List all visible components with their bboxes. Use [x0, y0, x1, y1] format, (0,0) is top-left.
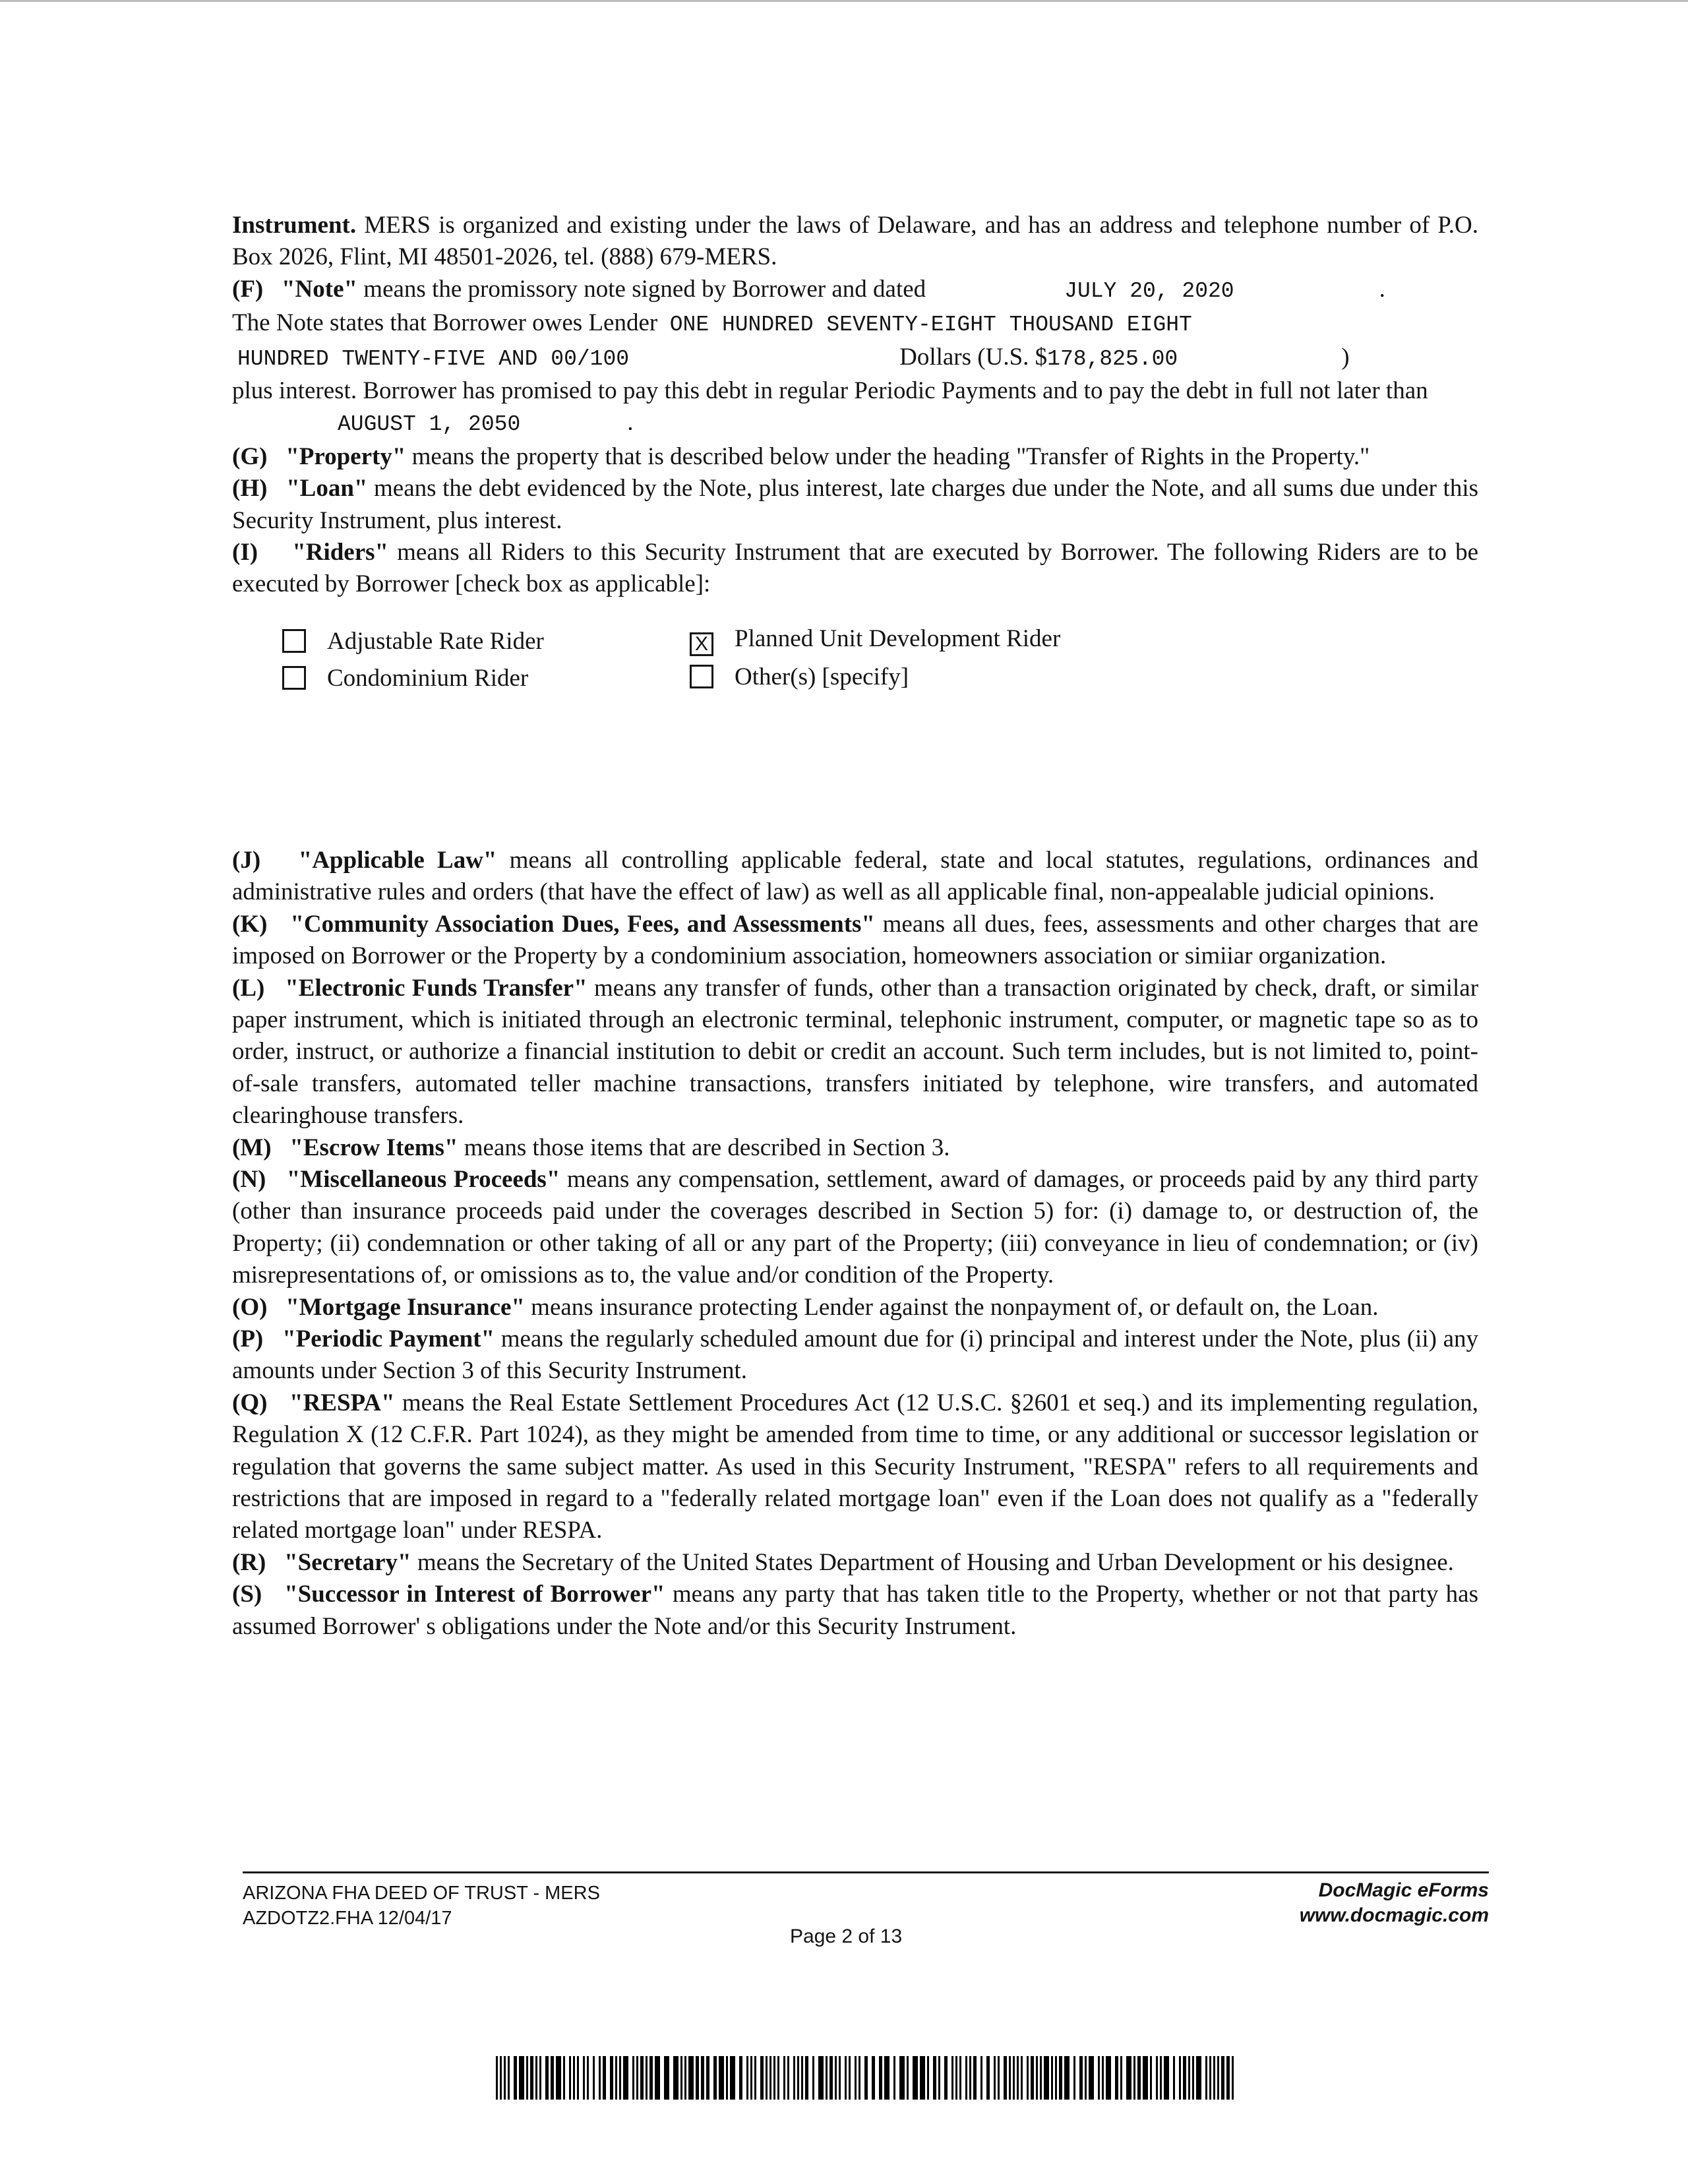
barcode-bar	[688, 2056, 694, 2100]
checkbox[interactable]	[690, 665, 713, 688]
barcode-bar	[1073, 2056, 1075, 2100]
barcode-bar	[1120, 2056, 1122, 2100]
barcode-bar	[955, 2056, 957, 2100]
barcode-bar	[933, 2056, 936, 2100]
form-title: ARIZONA FHA DEED OF TRUST - MERS	[243, 1883, 600, 1904]
barcode-bar	[1205, 2056, 1207, 2100]
barcode-bar	[927, 2056, 929, 2100]
barcode-bar	[1004, 2056, 1007, 2100]
barcode-bar	[1044, 2056, 1049, 2100]
barcode-bar	[859, 2056, 860, 2100]
barcode-bar	[951, 2056, 953, 2100]
barcode-bar	[530, 2056, 533, 2100]
barcode-bar	[701, 2056, 704, 2100]
barcode-bar	[973, 2056, 977, 2100]
barcode-bar	[793, 2056, 795, 2100]
instrument-term: Instrument.	[232, 212, 357, 239]
vendor-name: DocMagic eForms	[1318, 1879, 1489, 1901]
barcode-bar	[998, 2056, 1000, 2100]
barcode-bar	[907, 2056, 909, 2100]
barcode-bar	[826, 2056, 828, 2100]
barcode-bar	[587, 2056, 589, 2100]
definition-misc-proceeds	[232, 1164, 1478, 1292]
barcode-bar	[1143, 2056, 1148, 2100]
barcode-bar	[545, 2056, 549, 2100]
barcode-bar	[496, 2056, 498, 2100]
barcode-bar	[573, 2056, 575, 2100]
section-label: (J)	[232, 846, 261, 874]
barcode-bar	[812, 2056, 814, 2100]
barcode-bar	[1009, 2056, 1011, 2100]
barcode-bar	[500, 2056, 502, 2100]
definition-term: "Community Association Dues, Fees, and Assessments"	[290, 910, 875, 938]
definition-text: means all Riders to this Security Instrument that are executed by Borrower. The following Riders are to be executed by Borrower [check box as applicable]:	[232, 539, 1478, 598]
definition-text: means the regularly scheduled amount due for (i) principal and interest under the Note, plus (ii) any amounts under Section 3 of this Security Instrument.	[232, 1325, 1478, 1385]
barcode-bar	[980, 2056, 982, 2100]
checkbox-checked[interactable]: X	[690, 632, 713, 656]
barcode-bar	[801, 2056, 803, 2100]
barcode-bar	[879, 2056, 882, 2100]
maturity-date-field: AUGUST 1, 2050	[338, 412, 521, 437]
definition-text: means all controlling applicable federal, state and local statutes, regulations, ordinances and administrative rules and orders (that have the effect of law) as well as all applicable final, non-appealable judicial opinions.	[232, 846, 1479, 906]
barcode-bar	[1106, 2056, 1111, 2100]
section-label: (O)	[232, 1293, 268, 1321]
barcode-bar	[760, 2056, 764, 2100]
definition-text: means the Secretary of the United States Department of Housing and Urban Development or his designee.	[417, 1548, 1454, 1576]
barcode-bar	[636, 2056, 638, 2100]
barcode-bar	[583, 2056, 585, 2100]
loan-amount-words-field-cont: HUNDRED TWENTY-FIVE AND 00/100	[237, 346, 630, 371]
barcode-bar	[556, 2056, 561, 2100]
barcode-bar	[526, 2056, 528, 2100]
section-label: (N)	[232, 1165, 266, 1193]
barcode-bar	[829, 2056, 833, 2100]
definition-secretary	[232, 1547, 1478, 1579]
barcode-bar	[959, 2056, 961, 2100]
barcode-bar	[719, 2056, 724, 2100]
barcode-bar	[938, 2056, 940, 2100]
barcode-bar	[1040, 2056, 1042, 2100]
barcode-bar	[1217, 2056, 1219, 2100]
definition-text: means any compensation, settlement, award of damages, or proceeds paid by any third party (other than insurance proceeds paid under the coverages described in Section 5) for: (i) damage to, or destruction of, the Property; (ii) condemnation or other taking of all or any part of the Property; (iii) conveyance in lieu of condemnation; or (iv) misrepresentations of, or omissions as to, the value and/or condition of the Property.	[232, 1165, 1479, 1289]
barcode-bar	[864, 2056, 868, 2100]
definition-term: "Applicable Law"	[298, 846, 497, 874]
definition-text: means the promissory note signed by Borrower and dated	[363, 275, 926, 303]
definition-note: (F) "Note" means the promissory note signed by Borrower and dated JULY 20, 2020 . The Note states that Borrower owes Lender ONE HUNDRED SEVENTY-EIGHT THOUSAND EIGHT HUNDRED TWENTY-FIVE AND 00/100 Dollars (U.S. $178,825.00 )	[232, 274, 1478, 375]
section-label: (G)	[232, 442, 268, 470]
section-label: (L)	[232, 974, 265, 1002]
barcode-bar	[1013, 2056, 1015, 2100]
barcode-bar	[673, 2056, 678, 2100]
rider-planned-unit-development[interactable]	[690, 623, 1060, 656]
checkbox[interactable]	[282, 629, 306, 653]
definition-term: "Loan"	[286, 475, 368, 502]
barcode-bar	[746, 2056, 748, 2100]
rider-adjustable-rate[interactable]	[282, 626, 544, 657]
definition-text: means any transfer of funds, other than a transaction originated by check, draft, or similar paper instrument, which is initiated through an electronic terminal, telephonic instrument, computer, or magnetic tape so as to order, instruct, or authorize a financial institution to debit or credit an account. Such term includes, but is not limited to, point-of-sale transfers, automated teller machine transactions, transfers initiated by telephone, wire transfers, and automated clearinghouse transfers.	[232, 974, 1479, 1130]
barcode-bar	[920, 2056, 925, 2100]
barcode-bar	[504, 2056, 506, 2100]
barcode-bar	[1209, 2056, 1211, 2100]
barcode-bar	[1192, 2056, 1194, 2100]
barcode-bar	[646, 2056, 648, 2100]
definition-electronic-funds	[232, 973, 1478, 1132]
barcode-bar	[1102, 2056, 1104, 2100]
definition-note-maturity: plus interest. Borrower has promised to pay this debt in regular Periodic Payments and to pay the debt in full not later thanAUGUST 1, 2050 .	[232, 375, 1478, 441]
barcode-bar	[1115, 2056, 1118, 2100]
barcode-bar	[797, 2056, 799, 2100]
barcode-bar	[1085, 2056, 1087, 2100]
barcode-bar	[1021, 2056, 1023, 2100]
barcode-bar	[1213, 2056, 1215, 2100]
barcode-bar	[623, 2056, 628, 2100]
barcode-bar	[818, 2056, 824, 2100]
barcode-bar	[893, 2056, 895, 2100]
barcode-bar	[649, 2056, 653, 2100]
form-code: AZDOTZ2.FHA 12/04/17	[243, 1908, 452, 1929]
definition-term: "Successor in Interest of Borrower"	[284, 1581, 665, 1608]
definition-term: "Escrow Items"	[289, 1134, 458, 1161]
definition-term: "RESPA"	[289, 1389, 395, 1416]
section-label: (Q)	[232, 1389, 268, 1416]
barcode-bar	[1126, 2056, 1131, 2100]
barcode-bar	[519, 2056, 524, 2100]
barcode-bar	[1173, 2056, 1175, 2100]
barcode-bar	[1064, 2056, 1070, 2100]
section-label: (I)	[232, 539, 258, 566]
barcode-bar	[569, 2056, 571, 2100]
barcode-bar	[1089, 2056, 1094, 2100]
definition-text: means all dues, fees, assessments and other charges that are imposed on Borrower or the Property by a condominium association, homeowners association or simiiar organization.	[232, 910, 1479, 970]
barcode-bar	[845, 2056, 847, 2100]
barcode-bar	[787, 2056, 789, 2100]
definition-term: "Mortgage Insurance"	[286, 1293, 525, 1321]
definition-text: means the Real Estate Settlement Procedures Act (12 U.S.C. §2601 et seq.) and its implementing regulation, Regulation X (12 C.F.R. Part 1024), as they might be amended from time to time, or any additional or successor legislation or regulation that governs the same subject matter. As used in this Security Instrument, "RESPA" refers to all requirements and restrictions that are imposed in regard to a "federally related mortgage loan" even if the Loan does not qualify as a "federally related mortgage loan" under RESPA.	[232, 1389, 1479, 1544]
section-label: (S)	[232, 1581, 262, 1608]
loan-amount-field: 178,825.00	[1047, 346, 1178, 371]
page-number: Page 2 of 13	[790, 1926, 903, 1947]
barcode-bar	[769, 2056, 771, 2100]
barcode-bar	[615, 2056, 617, 2100]
barcode-bar	[1196, 2056, 1201, 2100]
barcode-bar	[773, 2056, 775, 2100]
definition-respa	[232, 1387, 1478, 1547]
barcode-bar	[1232, 2056, 1234, 2100]
definition-riders	[232, 537, 1478, 601]
checkbox[interactable]	[282, 666, 306, 690]
barcode-bar	[766, 2056, 768, 2100]
barcode-bar	[1017, 2056, 1019, 2100]
barcode-bar	[994, 2056, 996, 2100]
rider-label: Planned Unit Development Rider	[735, 624, 1061, 652]
barcode-icon	[496, 2056, 1236, 2100]
barcode-bar	[539, 2056, 541, 2100]
barcode-bar	[713, 2056, 717, 2100]
barcode-bar	[706, 2056, 709, 2100]
barcode-bar	[1137, 2056, 1141, 2100]
barcode-bar	[986, 2056, 990, 2100]
barcode-bar	[593, 2056, 595, 2100]
barcode-bar	[577, 2056, 579, 2100]
definition-term: "Property"	[286, 442, 406, 470]
barcode-bar	[1179, 2056, 1181, 2100]
barcode-bar	[664, 2056, 669, 2100]
scan-top-edge	[0, 0, 1688, 2]
barcode-bar	[750, 2056, 752, 2100]
barcode-bar	[1164, 2056, 1169, 2100]
barcode-bar	[965, 2056, 967, 2100]
definition-mortgage-insurance	[232, 1292, 1478, 1323]
barcode-bar	[1031, 2056, 1034, 2100]
barcode-bar	[1221, 2056, 1224, 2100]
barcode-bar	[1160, 2056, 1162, 2100]
barcode-bar	[913, 2056, 918, 2100]
barcode-bar	[969, 2056, 971, 2100]
barcode-bar	[777, 2056, 779, 2100]
barcode-bar	[739, 2056, 742, 2100]
footer-divider	[243, 1871, 1489, 1873]
barcode-bar	[551, 2056, 554, 2100]
definition-text: means insurance protecting Lender against the nonpayment of, or default on, the Loan.	[531, 1293, 1379, 1321]
definition-term: "Miscellaneous Proceeds"	[286, 1165, 560, 1193]
barcode-bar	[655, 2056, 660, 2100]
definition-text: means any party that has taken title to the Property, whether or not that party has assumed Borrower' s obligations under the Note and/or this Security Instrument.	[232, 1581, 1478, 1640]
definition-term: "Periodic Payment"	[282, 1325, 495, 1352]
definition-periodic-payment	[232, 1323, 1478, 1387]
mers-text: MERS is organized and existing under the laws of Delaware, and has an address and telephone number of P.O. Box 2026, Flint, MI 48501-2026, tel. (888) 679-MERS.	[232, 212, 1478, 271]
rider-label: Other(s) [specify]	[735, 663, 909, 690]
barcode-bar	[1027, 2056, 1029, 2100]
barcode-bar	[849, 2056, 851, 2100]
definition-text: The Note states that Borrower owes Lender	[232, 309, 658, 337]
section-label: (F)	[232, 275, 264, 303]
barcode-bar	[603, 2056, 606, 2100]
barcode-bar	[726, 2056, 728, 2100]
barcode-bar	[754, 2056, 756, 2100]
barcode-bar	[944, 2056, 948, 2100]
barcode-bar	[1055, 2056, 1057, 2100]
barcode-bar	[610, 2056, 613, 2100]
rider-checkbox-group	[232, 626, 1478, 705]
barcode-bar	[899, 2056, 905, 2100]
footer-form-info	[243, 1881, 600, 1931]
barcode-bar	[680, 2056, 682, 2100]
barcode-bar	[1188, 2056, 1190, 2100]
barcode-bar	[1133, 2056, 1135, 2100]
definition-term: "Electronic Funds Transfer"	[285, 974, 588, 1002]
definition-text: plus interest. Borrower has promised to pay this debt in regular Periodic Payments and to pay the debt in full not later than	[232, 377, 1428, 405]
loan-amount-words-field: ONE HUNDRED SEVENTY-EIGHT THOUSAND EIGHT	[669, 313, 1192, 338]
definition-successor	[232, 1579, 1478, 1643]
definition-applicable-law	[232, 845, 1478, 909]
barcode-bar	[805, 2056, 808, 2100]
definition-text: means those items that are described in Section 3.	[464, 1134, 950, 1161]
barcode-bar	[872, 2056, 875, 2100]
barcode-bar	[884, 2056, 889, 2100]
definition-community-dues	[232, 909, 1478, 973]
definition-term: "Secretary"	[284, 1548, 411, 1576]
barcode-bar	[696, 2056, 699, 2100]
footer-vendor	[1300, 1878, 1489, 1928]
barcode-bar	[1156, 2056, 1158, 2100]
barcode-bar	[1098, 2056, 1100, 2100]
definition-term: "Riders"	[292, 539, 389, 566]
definition-term: "Note"	[282, 275, 358, 303]
section-label: (P)	[232, 1325, 264, 1352]
barcode-bar	[684, 2056, 686, 2100]
rider-other[interactable]	[690, 661, 909, 693]
vendor-website: www.docmagic.com	[1299, 1904, 1489, 1926]
barcode-bar	[563, 2056, 565, 2100]
barcode-bar	[1036, 2056, 1038, 2100]
section-label: (K)	[232, 910, 268, 938]
definition-property	[232, 441, 1478, 473]
barcode-bar	[1226, 2056, 1230, 2100]
barcode-bar	[535, 2056, 537, 2100]
barcode-bar	[1079, 2056, 1083, 2100]
document-body	[232, 210, 1478, 1643]
mers-paragraph	[232, 210, 1478, 274]
barcode-bar	[1059, 2056, 1062, 2100]
section-label: (M)	[232, 1134, 272, 1161]
definition-text: means the property that is described below under the heading "Transfer of Rights in the Property."	[411, 442, 1370, 470]
definition-text: means the debt evidenced by the Note, plus interest, late charges due under the Note, and all sums due under this Security Instrument, plus interest.	[232, 475, 1479, 534]
section-label: (H)	[232, 475, 268, 502]
barcode-bar	[1150, 2056, 1152, 2100]
barcode-bar	[1051, 2056, 1053, 2100]
rider-label: Condominium Rider	[327, 664, 529, 692]
barcode-bar	[835, 2056, 837, 2100]
barcode-bar	[640, 2056, 644, 2100]
barcode-bar	[619, 2056, 621, 2100]
rider-condominium[interactable]	[282, 663, 528, 694]
barcode-bar	[839, 2056, 841, 2100]
barcode-bar	[730, 2056, 735, 2100]
note-date-field: JULY 20, 2020	[1064, 278, 1234, 303]
section-label: (R)	[232, 1548, 266, 1576]
barcode-bar	[508, 2056, 510, 2100]
barcode-bar	[514, 2056, 517, 2100]
barcode-bar	[855, 2056, 857, 2100]
dollars-label: Dollars (U.S. $	[899, 343, 1048, 371]
definition-escrow-items	[232, 1132, 1478, 1164]
barcode-bar	[1183, 2056, 1186, 2100]
barcode-bar	[632, 2056, 634, 2100]
barcode-bar	[599, 2056, 601, 2100]
definition-loan	[232, 473, 1478, 537]
barcode-bar	[783, 2056, 785, 2100]
rider-label: Adjustable Rate Rider	[327, 627, 544, 655]
